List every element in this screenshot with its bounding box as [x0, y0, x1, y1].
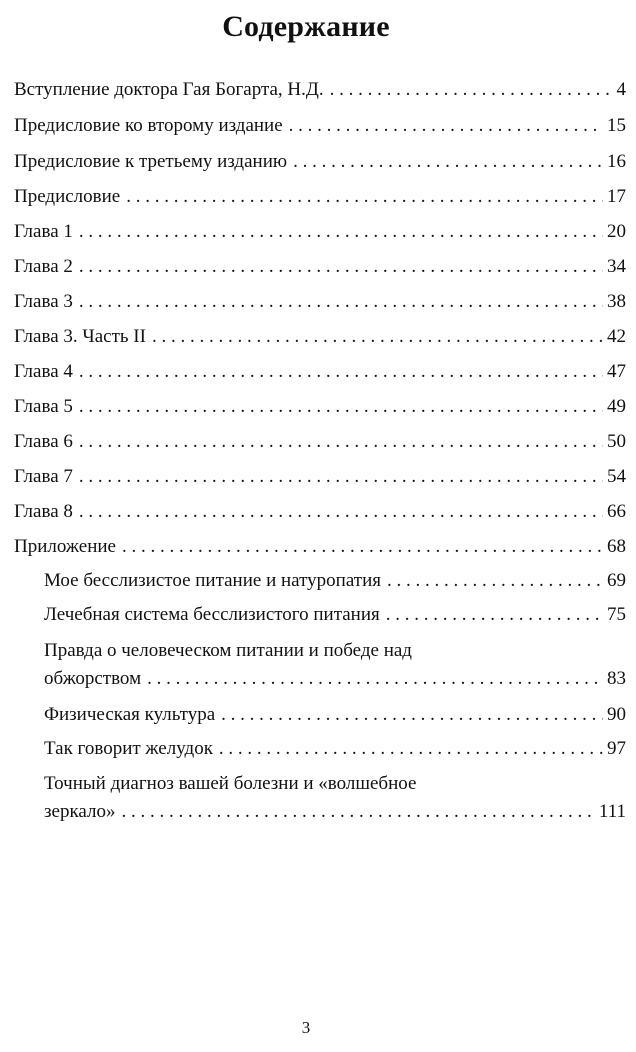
toc-entry-page: 90 — [607, 704, 626, 725]
toc-entry-title: Мое бесслизистое питание и натуропатия — [44, 570, 381, 591]
toc-subentry — [14, 637, 626, 701]
toc-entry-title: зеркало» — [44, 801, 116, 822]
dot-leader — [147, 665, 603, 693]
page-title: Содержание — [222, 10, 390, 43]
toc-entry-title: Вступление доктора Гая Богарта, Н.Д. — [14, 79, 324, 100]
dot-leader — [221, 701, 603, 729]
toc-entry-page: 97 — [607, 738, 626, 759]
toc-entry-page: 4 — [616, 79, 626, 100]
toc-entry — [14, 533, 626, 567]
toc-entry-title: Глава 2 — [14, 256, 73, 277]
toc-entry-title-first-line: Точный диагноз вашей болезни и «волшебное — [44, 773, 417, 794]
toc-entry-title: Глава 7 — [14, 466, 73, 487]
toc-entry-page: 34 — [607, 256, 626, 277]
dot-leader — [79, 393, 603, 421]
dot-leader — [79, 428, 603, 456]
toc-entry — [14, 76, 626, 112]
toc-entry-page: 68 — [607, 536, 626, 557]
toc-entry — [14, 428, 626, 463]
dot-leader — [122, 533, 603, 561]
toc-entry-page: 15 — [607, 115, 626, 136]
toc-entry — [14, 253, 626, 288]
toc-entry — [14, 183, 626, 218]
toc-entry-page: 54 — [607, 466, 626, 487]
toc-entry-page: 49 — [607, 396, 626, 417]
toc-entry — [14, 323, 626, 358]
toc-entry-title: Физическая культура — [44, 704, 216, 725]
dot-leader — [79, 463, 603, 491]
toc-entry-page: 42 — [607, 326, 626, 347]
toc-entry-title-first-line: Правда о человеческом питании и победе над — [44, 640, 412, 661]
toc-subentry — [14, 601, 626, 637]
dot-leader — [79, 218, 603, 246]
dot-leader — [79, 498, 603, 526]
toc-entry-title: обжорством — [44, 668, 142, 689]
dot-leader — [121, 798, 594, 826]
toc-entry-page: 17 — [607, 186, 626, 207]
dot-leader — [387, 567, 603, 595]
toc-entry — [14, 358, 626, 393]
toc-entry-page: 75 — [607, 604, 626, 625]
dot-leader — [330, 76, 613, 104]
toc-entry — [14, 463, 626, 498]
toc-entry-page: 83 — [607, 668, 626, 689]
toc-subentry — [14, 735, 626, 770]
toc-entry-title: Глава 8 — [14, 501, 73, 522]
toc-entry — [14, 498, 626, 533]
toc-entry-title: Предисловие — [14, 186, 121, 207]
toc-entry-page: 66 — [607, 501, 626, 522]
toc-entry-title: Глава 6 — [14, 431, 73, 452]
toc-entry-title: Глава 3. Часть II — [14, 326, 146, 347]
toc-subentry — [14, 701, 626, 735]
toc-entry — [14, 218, 626, 253]
toc-subentry — [14, 567, 626, 601]
toc-entry-page: 38 — [607, 291, 626, 312]
toc-entry-title: Глава 5 — [14, 396, 73, 417]
toc-entry-title: Так говорит желудок — [44, 738, 213, 759]
toc-entry-title: Глава 4 — [14, 361, 73, 382]
toc-entry-page: 69 — [607, 570, 626, 591]
toc-entry-title: Предисловие ко второму издание — [14, 115, 283, 136]
toc-entry — [14, 148, 626, 183]
page-number: 3 — [301, 1018, 311, 1037]
toc-entry-title: Лечебная система бесслизистого питания — [44, 604, 380, 625]
dot-leader — [152, 323, 603, 351]
dot-leader — [126, 183, 603, 211]
toc-entry-page: 16 — [607, 151, 626, 172]
toc-subentry — [14, 770, 626, 834]
toc-entry-title: Глава 3 — [14, 291, 73, 312]
toc-entry-page: 20 — [607, 221, 626, 242]
table-of-contents — [14, 76, 626, 834]
toc-entry-page: 47 — [607, 361, 626, 382]
toc-entry-page: 111 — [598, 801, 626, 822]
toc-entry-title: Приложение — [14, 536, 116, 557]
toc-entry — [14, 393, 626, 428]
toc-entry — [14, 112, 626, 148]
dot-leader — [219, 735, 603, 763]
dot-leader — [289, 112, 603, 140]
toc-entry — [14, 288, 626, 323]
dot-leader — [386, 601, 603, 629]
dot-leader — [79, 358, 603, 386]
toc-entry-title: Предисловие к третьему изданию — [14, 151, 288, 172]
dot-leader — [79, 288, 603, 316]
dot-leader — [293, 148, 603, 176]
toc-entry-page: 50 — [607, 431, 626, 452]
toc-entry-title: Глава 1 — [14, 221, 73, 242]
dot-leader — [79, 253, 603, 281]
